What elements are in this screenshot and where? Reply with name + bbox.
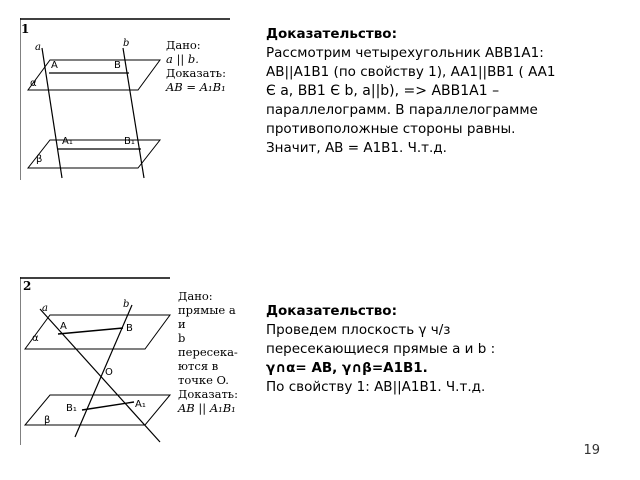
figure-2 [20,277,238,445]
label-a: a [42,303,48,314]
label-B1: B₁ [124,136,135,147]
label-beta: β [44,415,51,426]
given-line: a || b. [166,52,199,66]
label-B: B [126,323,133,334]
figure-1 [20,18,235,180]
given-title: Дано: [166,38,201,52]
proof-1-line: Значит, AB = A1B1. Ч.т.д. [266,140,447,156]
figure-1-given [166,38,226,94]
label-a: a [35,42,41,53]
given-line: прямые a и [178,303,236,331]
label-A: A [51,60,58,71]
prove-title: Доказать: [166,66,226,80]
figure-2-number: 2 [23,279,32,293]
label-B1: B₁ [66,403,77,414]
proof-2-line: Проведем плоскость γ ч/з [266,322,451,338]
proof-2-line: По свойству 1: AB||A1B1. Ч.т.д. [266,379,486,395]
given-line: Доказать: [178,387,238,401]
figure-1-number: 1 [21,22,30,36]
given-line: AB || A₁B₁ [178,401,236,415]
given-line: b пересека- [178,331,238,359]
slide-number: 19 [583,443,600,458]
proof-2-title: Доказательство: [266,303,397,319]
proof-1-line: противоположные стороны равны. [266,121,516,137]
proof-2 [266,302,626,397]
given-line: Дано: [178,289,213,303]
given-line: ются в [178,359,219,373]
label-alpha: α [32,333,39,344]
label-b: b [123,38,130,49]
label-A: A [60,321,67,332]
label-B: B [114,60,121,71]
proof-2-line: пересекающиеся прямые a и b : [266,341,496,357]
proof-1-line: Рассмотрим четырехугольник ABB1A1: [266,45,544,61]
proof-1-line: Є a, BB1 Є b, a||b), => ABB1A1 – [266,83,500,99]
label-b: b [123,299,130,310]
prove-line: AB = A₁B₁ [166,80,226,94]
proof-1-title: Доказательство: [266,26,397,42]
label-A1: A₁ [135,399,146,410]
label-alpha: α [30,78,37,89]
proof-1-line: параллелограмм. В параллелограмме [266,102,538,118]
label-O: O [105,367,113,378]
proof-1 [266,25,626,158]
figure-2-given [178,289,238,415]
label-A1: A₁ [62,136,73,147]
proof-2-line: γ∩α= AB, γ∩β=A1B1. [266,360,428,376]
label-beta: β [36,154,43,165]
proof-1-line: AB||A1B1 (по свойству 1), AA1||BB1 ( AA1 [266,64,556,80]
given-line: точке O. [178,373,229,387]
